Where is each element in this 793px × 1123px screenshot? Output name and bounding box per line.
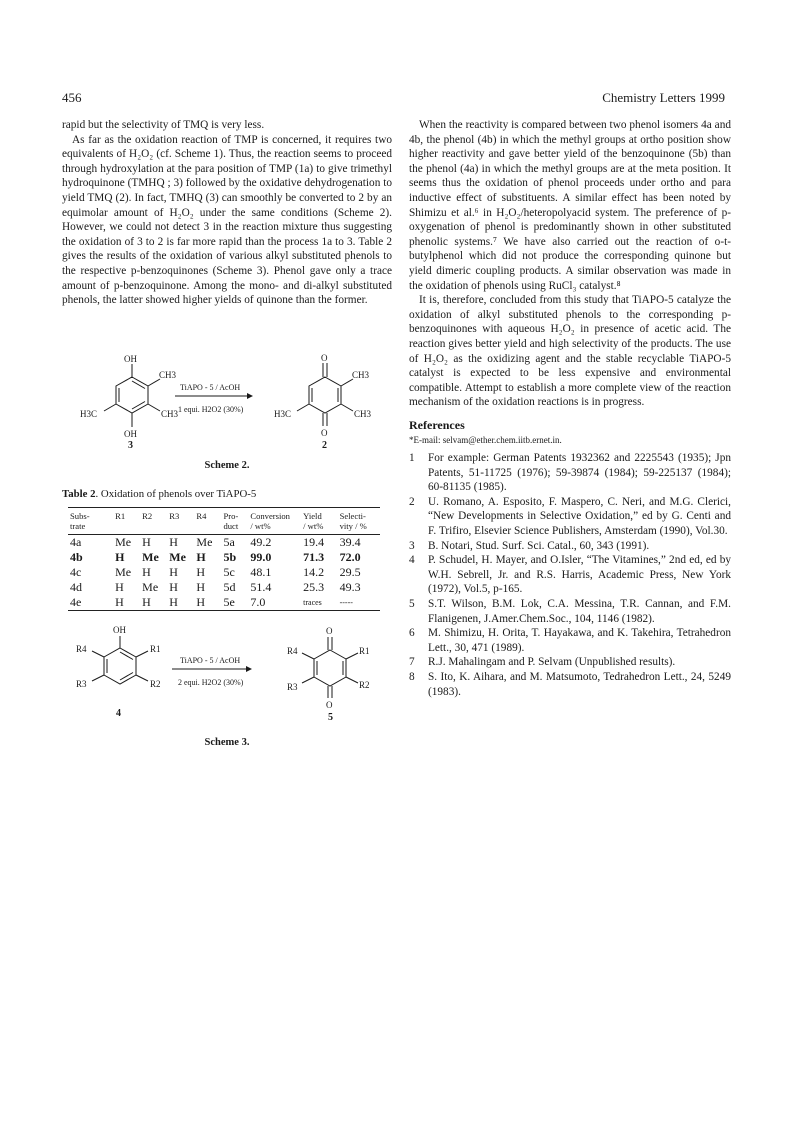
col-header-selectivity: Selecti- vity / % [339,511,367,531]
reference-item [409,553,731,597]
reactant-h3c-left: H3C [80,409,98,419]
reference-text: M. Shimizu, H. Orita, T. Hayakawa, and K. Takehira, Tetrahedron Lett., 30, 471 (1989). [428,627,731,654]
table-cell: 4a [70,535,82,549]
product-r4: R4 [287,646,298,656]
table-cell: ----- [339,598,353,607]
reference-text: For example: German Patents 1932362 and 2225543 (1935); Jpn Patents, 51-11725 (1976); 59-39874 (1984); 59-225137 (1984); 60-81135 (1985). [428,452,731,494]
product-r2: R2 [359,680,370,690]
scheme-2-drawing [62,350,392,450]
reference-text: U. Romano, A. Esposito, F. Maspero, C. Neri, and M.G. Clerici, “New Developments in Selective Oxidation,” ed by G. Centi and F. Trifiro, Elsevier Science Publishers, Amsterdam (1990), Vol.30. [428,495,731,538]
scheme-3-drawing [62,620,392,722]
left-column [62,118,392,308]
compound-label-4: 4 [116,708,121,719]
reactant-r4: R4 [76,644,87,654]
reference-item [409,655,731,670]
reactant-r2: R2 [150,679,161,689]
reference-text: B. Notari, Stud. Surf. Sci. Catal., 60, 343 (1991). [428,539,650,552]
product-r1: R1 [359,646,370,656]
table-cell: 39.4 [339,535,361,549]
product-r3: R3 [287,682,298,692]
table-row [68,565,380,580]
reference-number: 7 [409,656,415,669]
product-o-top: O [326,626,333,636]
product-ch3-right: CH3 [352,370,370,380]
paragraph: rapid but the selectivity of TMQ is very less. [62,119,265,131]
reactant-r3: R3 [76,679,87,689]
journal-name: Chemistry Letters 1999 [602,90,725,105]
table-cell: H [142,535,151,549]
table-cell: H [196,580,206,594]
reference-item [409,597,731,626]
reference-list [409,451,731,699]
table-cell: 7.0 [250,595,266,609]
col-header-r3: R3 [169,511,180,521]
table-cell: Me [142,550,159,564]
table-cell: 49.2 [250,535,272,549]
table-2-title: Table 2. Oxidation of phenols over TiAPO-5 [62,488,257,500]
table-cell: Me [169,550,186,564]
table-2 [68,507,380,611]
scheme-3-reagent: TiAPO - 5 / AcOH [180,656,241,665]
compound-label-3: 3 [128,440,133,450]
table-cell: 19.4 [303,535,325,549]
col-header-yield: Yield / wt% [303,511,324,531]
table-cell: H [115,550,125,564]
table-cell: 72.0 [339,550,361,564]
reactant-ch3-lower-right: CH3 [161,409,179,419]
table-cell: Me [142,580,159,594]
table-cell: H [169,535,178,549]
table-row [68,580,380,595]
arrow-head-icon [247,393,253,399]
paragraph: It is, therefore, concluded from this study that TiAPO-5 catalyze the oxidation of alkyl substituted phenols to the corresponding p-benzoquinones with aqueous H₂O₂ in presence of acetic acid. The reaction gives better yield and high selectivity of the products. The use of H₂O₂ as the oxidizing agent and the stable recyclable TiAPO-5 catalyst is expected to be less expensive and environmental compatible. Attempt to establish a more complete view of the reaction mechanism of the oxidation reactions is in progress. [409,294,731,409]
paragraph: When the reactivity is compared between two phenol isomers 4a and 4b, the phenol (4b) in which the methyl groups at ortho position show higher reactivity and gave better yield of the benzoquinone (5b) than the phenol (4a) in which the methyl groups are at the meta position. It seems thus the oxidation of phenol proceeds under ortho and para inductive effect of substituents. A similar effect has been noted by Shimizu et al.⁶ in H₂O₂/heteropolyacid system. The preference of p-oxygenation of phenol is predominantly shown in other substituted phenolic systems.⁷ We have also carried out the reaction of o-t-butylphenol which did not produce the corresponding quinone but yield dimeric coupling products. A similar observation was made in the oxidation of phenols using RuCl₃ catalyst.⁸ [409,119,731,292]
references-heading: References [409,417,465,432]
right-column [409,118,731,699]
reactant-ch3-right: CH3 [159,370,177,380]
paragraph: As far as the oxidation reaction of TMP is concerned, it requires two equivalents of H₂O₂ (cf. Scheme 1). Thus, the reaction seems to proceed through hydroxylation at the para position of TMP (1a) to give trimethyl hydroquinone (TMHQ ; 3) followed by the oxidative dehydrogenation to yield TMQ (2). In fact, TMHQ (3) can smoothly be converted to 2 by an equimolar amount of H₂O₂ under the same conditions (Scheme 2). However, we could not detect 3 in the reaction mixture thus suggesting the oxidation of 3 to 2 is far more rapid than the process 1a to 3. Table 2 gives the results of the oxidation of various alkyl substituted phenols to the respective p-benzoquinones (Scheme 3). Phenol gave only a trace amount of p-benzoquinone. Among the mono- and di-alkyl substituted phenols, the latter showed higher yields of quinone than the former. [62,133,392,307]
col-header-r4: R4 [196,511,207,521]
table-cell: H [115,595,124,609]
table-2-label: Table 2 [62,488,96,500]
table-cell: Me [196,535,213,549]
reference-item [409,539,731,554]
table-cell: 49.3 [339,580,361,594]
table-cell: 29.5 [339,565,361,579]
product-o-bottom: O [326,700,333,710]
table-cell: 48.1 [250,565,272,579]
reference-number: 3 [409,539,415,552]
reference-number: 6 [409,627,415,640]
table-cell: 51.4 [250,580,272,594]
table-body [68,535,380,611]
author-email: *E-mail: selvam@ether.chem.iitb.ernet.in. [409,435,562,446]
reference-number: 1 [409,452,415,465]
col-header-substrate: Subs- trate [70,511,90,531]
compound-label-5: 5 [328,712,333,722]
table-cell: Me [115,535,132,549]
scheme-2 [62,350,392,450]
table-cell: H [115,580,124,594]
scheme-3-caption: Scheme 3. [204,737,250,748]
table-cell: 4d [70,580,82,594]
arrow-head-icon [246,666,252,672]
reference-item [409,495,731,539]
table-cell: H [142,565,151,579]
reactant-oh: OH [113,625,126,635]
table-cell: 5c [223,565,235,579]
reference-number: 8 [409,670,415,683]
table-cell: H [142,595,151,609]
col-header-r2: R2 [142,511,153,521]
table-cell: 71.3 [303,550,325,564]
table-cell: 25.3 [303,580,325,594]
reactant-oh-bottom: OH [124,429,137,439]
table-2-caption-text: Oxidation of phenols over TiAPO-5 [100,488,257,500]
table-cell: H [169,565,178,579]
reference-item [409,451,731,495]
reference-item [409,670,731,699]
reactant-r1: R1 [150,644,161,654]
table-cell: 4e [70,595,82,609]
table-row [68,595,380,611]
scheme-2-reagent: TiAPO - 5 / AcOH [180,383,241,392]
product-o-bottom: O [321,428,328,438]
scheme-2-conditions: 1 equi. H2O2 (30%) [178,405,244,414]
table-header-row [68,508,380,535]
product-o-top: O [321,353,328,363]
reference-item [409,626,731,655]
table-cell: 5b [223,550,237,564]
reference-number: 4 [409,554,415,567]
table-cell: 5a [223,535,235,549]
table-cell: H [196,550,206,564]
reference-number: 5 [409,598,415,610]
table-cell: 5d [223,580,236,594]
table-cell: 4b [70,550,83,564]
table-cell: Me [115,565,132,579]
reference-text: R.J. Mahalingam and P. Selvam (Unpublished results). [428,656,676,669]
table-cell: 14.2 [303,565,325,579]
reactant-oh-top: OH [124,354,137,364]
page-number: 456 [62,90,82,105]
compound-label-2: 2 [322,440,327,450]
table-cell: traces [303,598,322,607]
col-header-product: Pro- duct [223,511,239,531]
reference-text: P. Schudel, H. Mayer, and O.Isler, “The Vitamines,” 2nd ed, ed by W.H. Sebrell, Jr. and R.S. Harris, Academic Press, New York (1972), Vol.5, p-165. [428,554,731,596]
reference-number: 2 [409,495,415,508]
table-row [68,535,380,551]
scheme-3 [62,620,392,722]
table-cell: 5e [223,595,235,609]
table-row [68,550,380,565]
col-header-conversion: Conversion / wt% [250,511,290,531]
scheme-3-conditions: 2 equi. H2O2 (30%) [178,678,244,687]
reference-text: S. Ito, K. Aihara, and M. Matsumoto, Tedrahedron Lett., 24, 5249 (1983). [428,670,731,698]
table-cell: 4c [70,565,82,579]
table-cell: H [169,580,178,594]
scheme-2-caption: Scheme 2. [204,460,250,471]
col-header-r1: R1 [115,511,126,521]
table-cell: H [196,595,206,609]
table-cell: H [196,565,206,579]
product-h3c-left: H3C [274,409,292,419]
reference-text: S.T. Wilson, B.M. Lok, C.A. Messina, T.R. Cannan, and F.M. Flanigenen, J.Amer.Chem.Soc., 104, 1146 (1982). [428,598,731,625]
product-ch3-lower-right: CH3 [354,409,372,419]
table-cell: H [169,595,178,609]
table-cell: 99.0 [250,550,272,564]
